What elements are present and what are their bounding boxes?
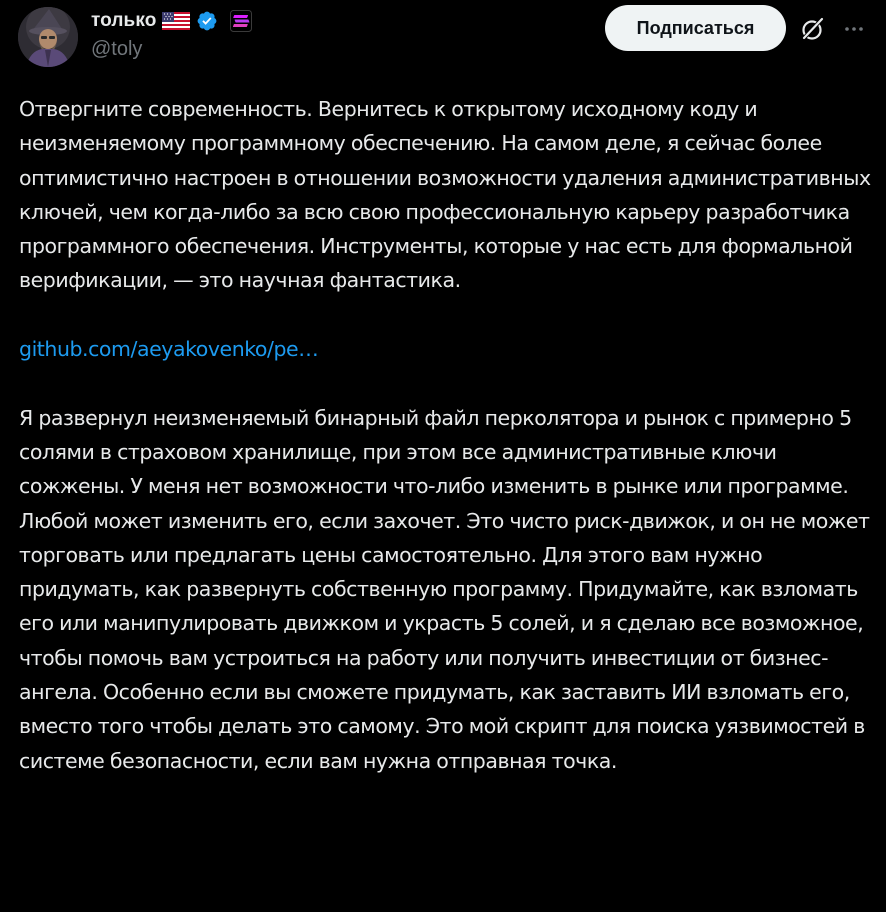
solana-logo-icon[interactable] [230,10,252,32]
tweet-text [19,92,879,778]
avatar-image [18,7,78,67]
paragraph-spacer [19,366,879,400]
tweet-link-paragraph [19,332,879,366]
author-display-name[interactable]: только [91,10,157,31]
author-name-row [91,8,252,34]
us-flag-icon [162,12,190,30]
paragraph-spacer [19,298,879,332]
verified-badge-icon[interactable] [196,10,218,32]
author-handle[interactable]: @toly [91,38,143,60]
more-icon[interactable] [842,17,866,41]
tweet-paragraph-2: Я развернул неизменяемый бинарный файл перколятора и рынок с примерно 5 солями в страховом хранилище, при этом все административные ключи сожжены. У меня нет возможности что-либо изменить в рынке или программе. Любой может изменить его, если захочет. Это чисто риск-движок, и он не может торговать или предлагать цены самостоятельно. Для этого вам нужно придумать, как развернуть собственную программу. Придумайте, как взломать его или манипулировать движком и украсть 5 солей, и я сделаю все возможное, чтобы помочь вам устроиться на работу или получить инвестиции от бизнес-ангела. Особенно если вы сможете придумать, как заставить ИИ взломать его, вместо того чтобы делать это самому. Это мой скрипт для поиска уязвимостей в системе безопасности, если вам нужна отправная точка. [19,405,870,773]
tweet-paragraph-1: Отвергните современность. Вернитесь к открытому исходному коду и неизменяемому программному обеспечению. На самом деле, я сейчас более оптимистично настроен в отношении возможности удаления административных ключей, чем когда-либо за всю свою профессиональную карьеру разработчика программного обеспечения. Инструменты, которые у нас есть для формальной верификации, — это научная фантастика. [19,97,871,293]
github-link[interactable]: github.com/aeyakovenko/pe… [19,337,319,362]
grok-icon[interactable] [800,16,826,42]
avatar[interactable] [18,7,78,67]
subscribe-button[interactable]: Подписаться [605,5,786,51]
